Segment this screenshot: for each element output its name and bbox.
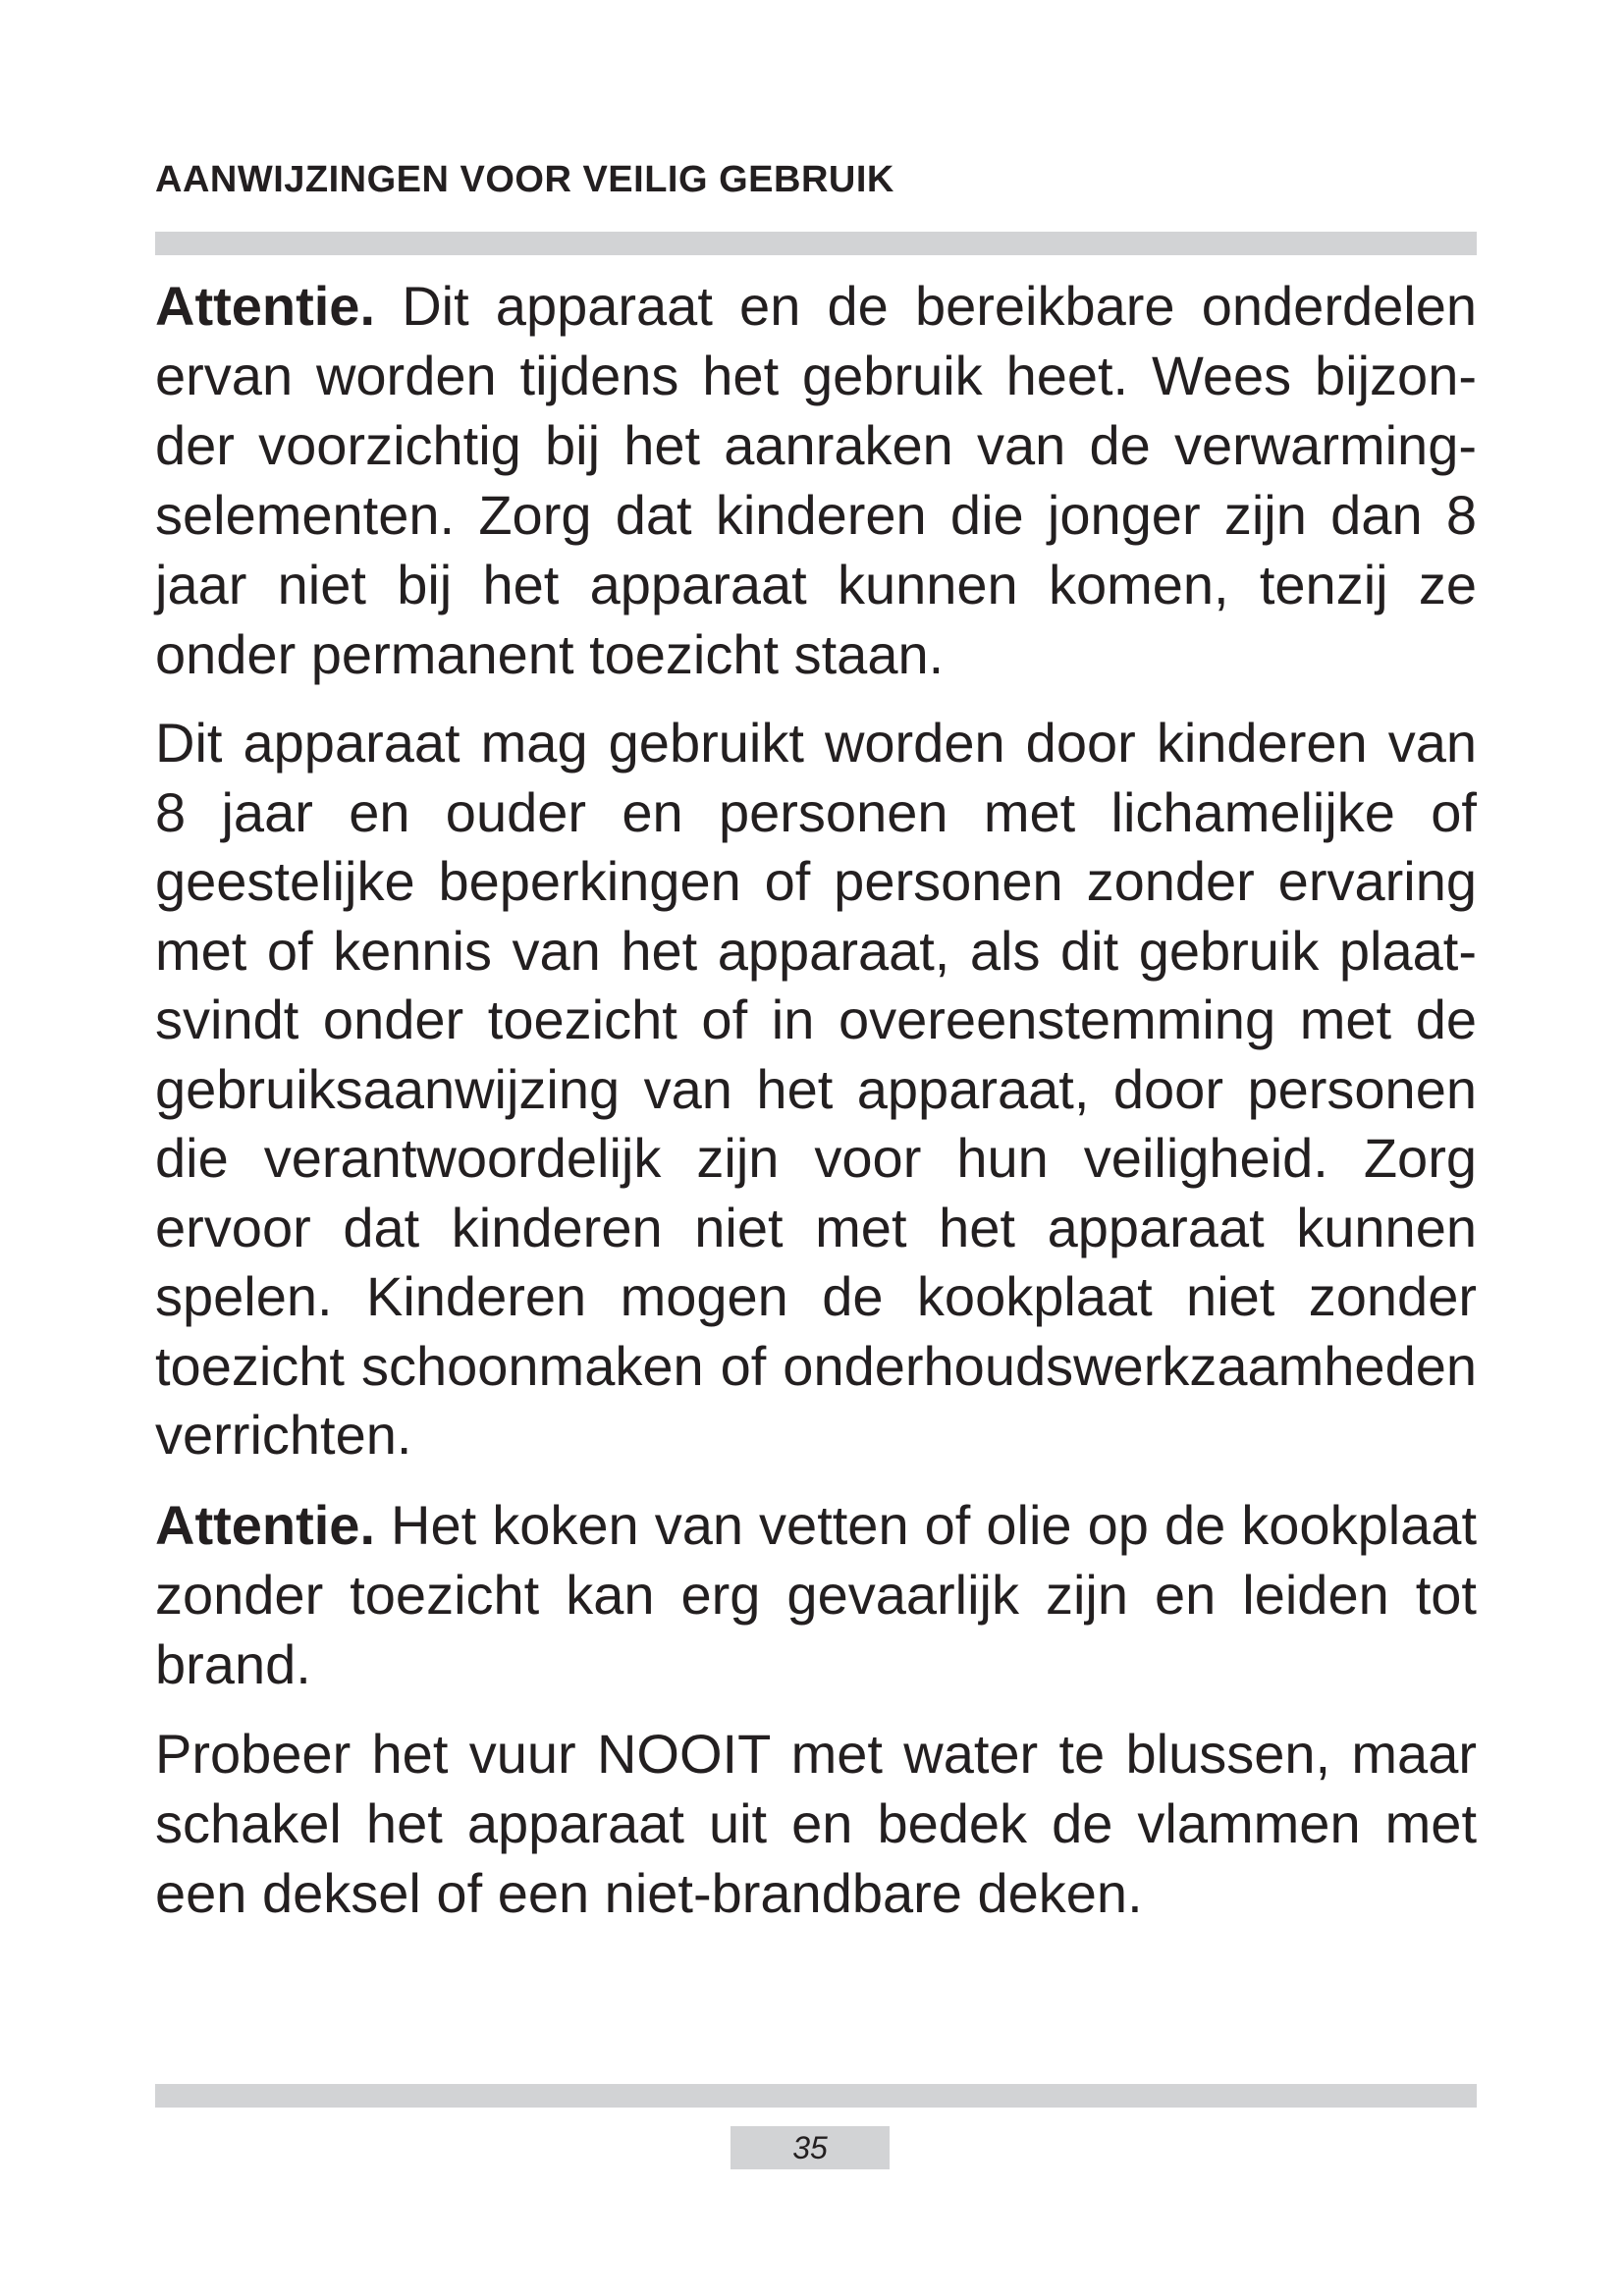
attention-label: Attentie. <box>155 1493 375 1556</box>
paragraph-children-usage <box>155 709 1477 1470</box>
attention-label: Attentie. <box>155 275 375 337</box>
paragraph-text: Het koken van vetten of olie op de kookplaat zonder toezicht kan erg gevaarlijk zijn en leiden tot brand. <box>155 1493 1477 1695</box>
paragraph-attention-oil-fire <box>155 1490 1477 1699</box>
paragraph-text: Dit apparaat en de bereikbare onderdelen ervan worden tijdens het gebruik heet. Wees bijzonder voorzichtig bij het aanraken van de verwarmingselementen. Zorg dat kinderen die jonger zijn dan 8 jaar niet bij het apparaat kunnen komen, tenzij ze onder permanent toezicht staan. <box>155 275 1477 685</box>
bottom-divider <box>155 2084 1477 2108</box>
paragraph-text: Probeer het vuur NOOIT met water te blussen, maar schakel het apparaat uit en bedek de vlammen met een deksel of een niet-brandbare deken. <box>155 1722 1477 1924</box>
top-divider <box>155 232 1477 255</box>
page-number: 35 <box>731 2126 890 2169</box>
paragraph-text: Dit apparaat mag gebruikt worden door kinderen van 8 jaar en ouder en personen met lichamelijke of geestelijke beperkingen of personen zonder ervaring met of kennis van het apparaat, als dit gebruik plaatsvindt onder toezicht of in overeenstemming met de gebruiksaanwijzing van het apparaat, door personen die verantwoordelijk zijn voor hun veiligheid. Zorg ervoor dat kinderen niet met het apparaat kunnen spelen. Kinderen mogen de kookplaat niet zonder toezicht schoonmaken of onderhoudswerkzaamheden verrichten. <box>155 712 1477 1466</box>
paragraph-extinguish-fire <box>155 1719 1477 1928</box>
page-heading: AANWIJZINGEN VOOR VEILIG GEBRUIK <box>155 159 894 200</box>
paragraph-attention-hot-parts <box>155 271 1477 689</box>
content-body <box>155 271 1477 1928</box>
